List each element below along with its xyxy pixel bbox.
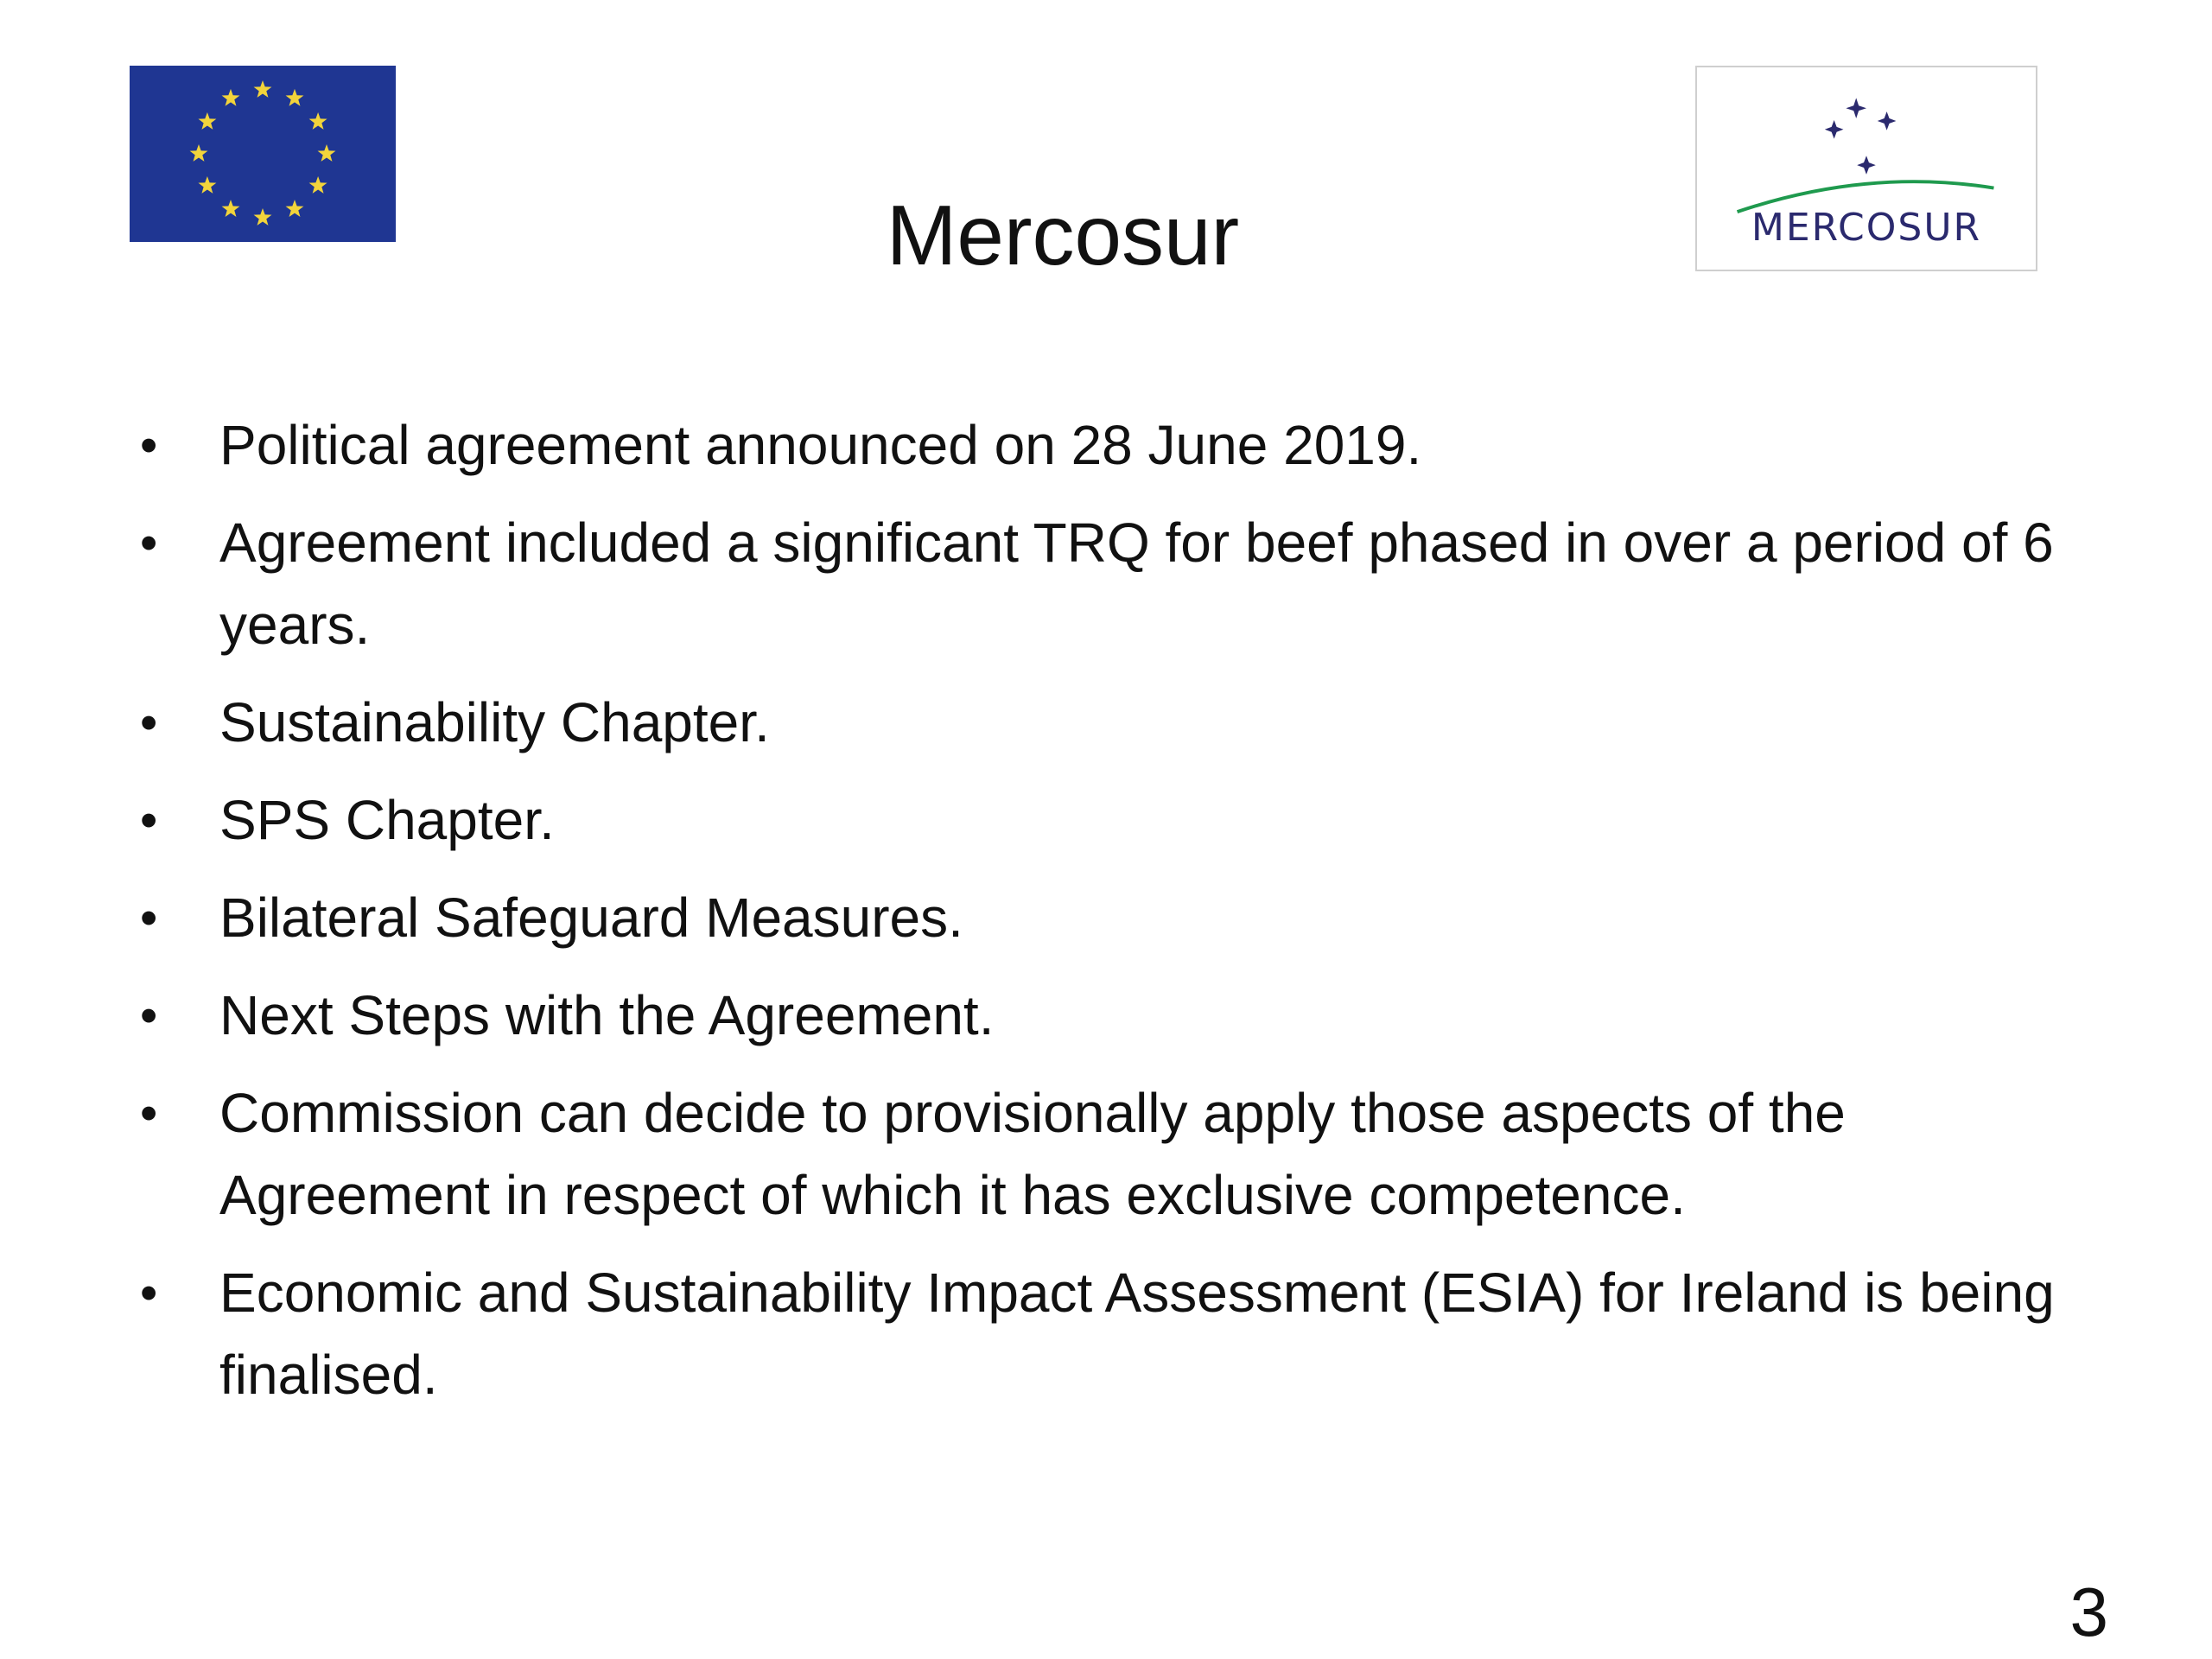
logo-star-icon <box>1878 111 1897 130</box>
bullet-list <box>130 404 2117 1432</box>
bullet-icon: • <box>140 890 158 946</box>
bullet-text: Next Steps with the Agreement. <box>219 984 995 1046</box>
bullet-text: Agreement included a significant TRQ for beef phased in over a period of 6 years. <box>219 512 2054 656</box>
bullet-icon: • <box>140 988 158 1044</box>
bullet-text: SPS Chapter. <box>219 789 555 851</box>
bullet-icon: • <box>140 417 158 474</box>
bullet-text: Economic and Sustainability Impact Assessment (ESIA) for Ireland is being finalised. <box>219 1262 2055 1406</box>
bullet-item <box>130 404 2117 486</box>
bullet-text: Political agreement announced on 28 June 2019. <box>219 414 1422 476</box>
bullet-item <box>130 975 2117 1057</box>
bullet-item <box>130 1252 2117 1416</box>
logo-star-icon <box>1825 120 1844 139</box>
logo-star-icon <box>1857 156 1876 175</box>
bullet-item <box>130 682 2117 764</box>
mercosur-logo-text: MERCOSUR <box>1751 206 1982 250</box>
bullet-item <box>130 502 2117 666</box>
bullet-icon: • <box>140 695 158 751</box>
page-number: 3 <box>2069 1573 2108 1650</box>
bullet-text: Sustainability Chapter. <box>219 691 770 753</box>
bullet-icon: • <box>140 1085 158 1141</box>
bullet-text: Bilateral Safeguard Measures. <box>219 887 963 949</box>
bullet-item <box>130 877 2117 959</box>
bullet-icon: • <box>140 792 158 849</box>
bullet-item <box>130 1072 2117 1236</box>
bullet-icon: • <box>140 1265 158 1321</box>
logo-star-icon <box>1846 98 1866 118</box>
bullet-item <box>130 779 2117 861</box>
bullet-icon: • <box>140 515 158 571</box>
slide-title: Mercosur <box>886 188 1240 283</box>
bullet-text: Commission can decide to provisionally apply those aspects of the Agreement in respect of which it has exclusive competence. <box>219 1082 1846 1226</box>
